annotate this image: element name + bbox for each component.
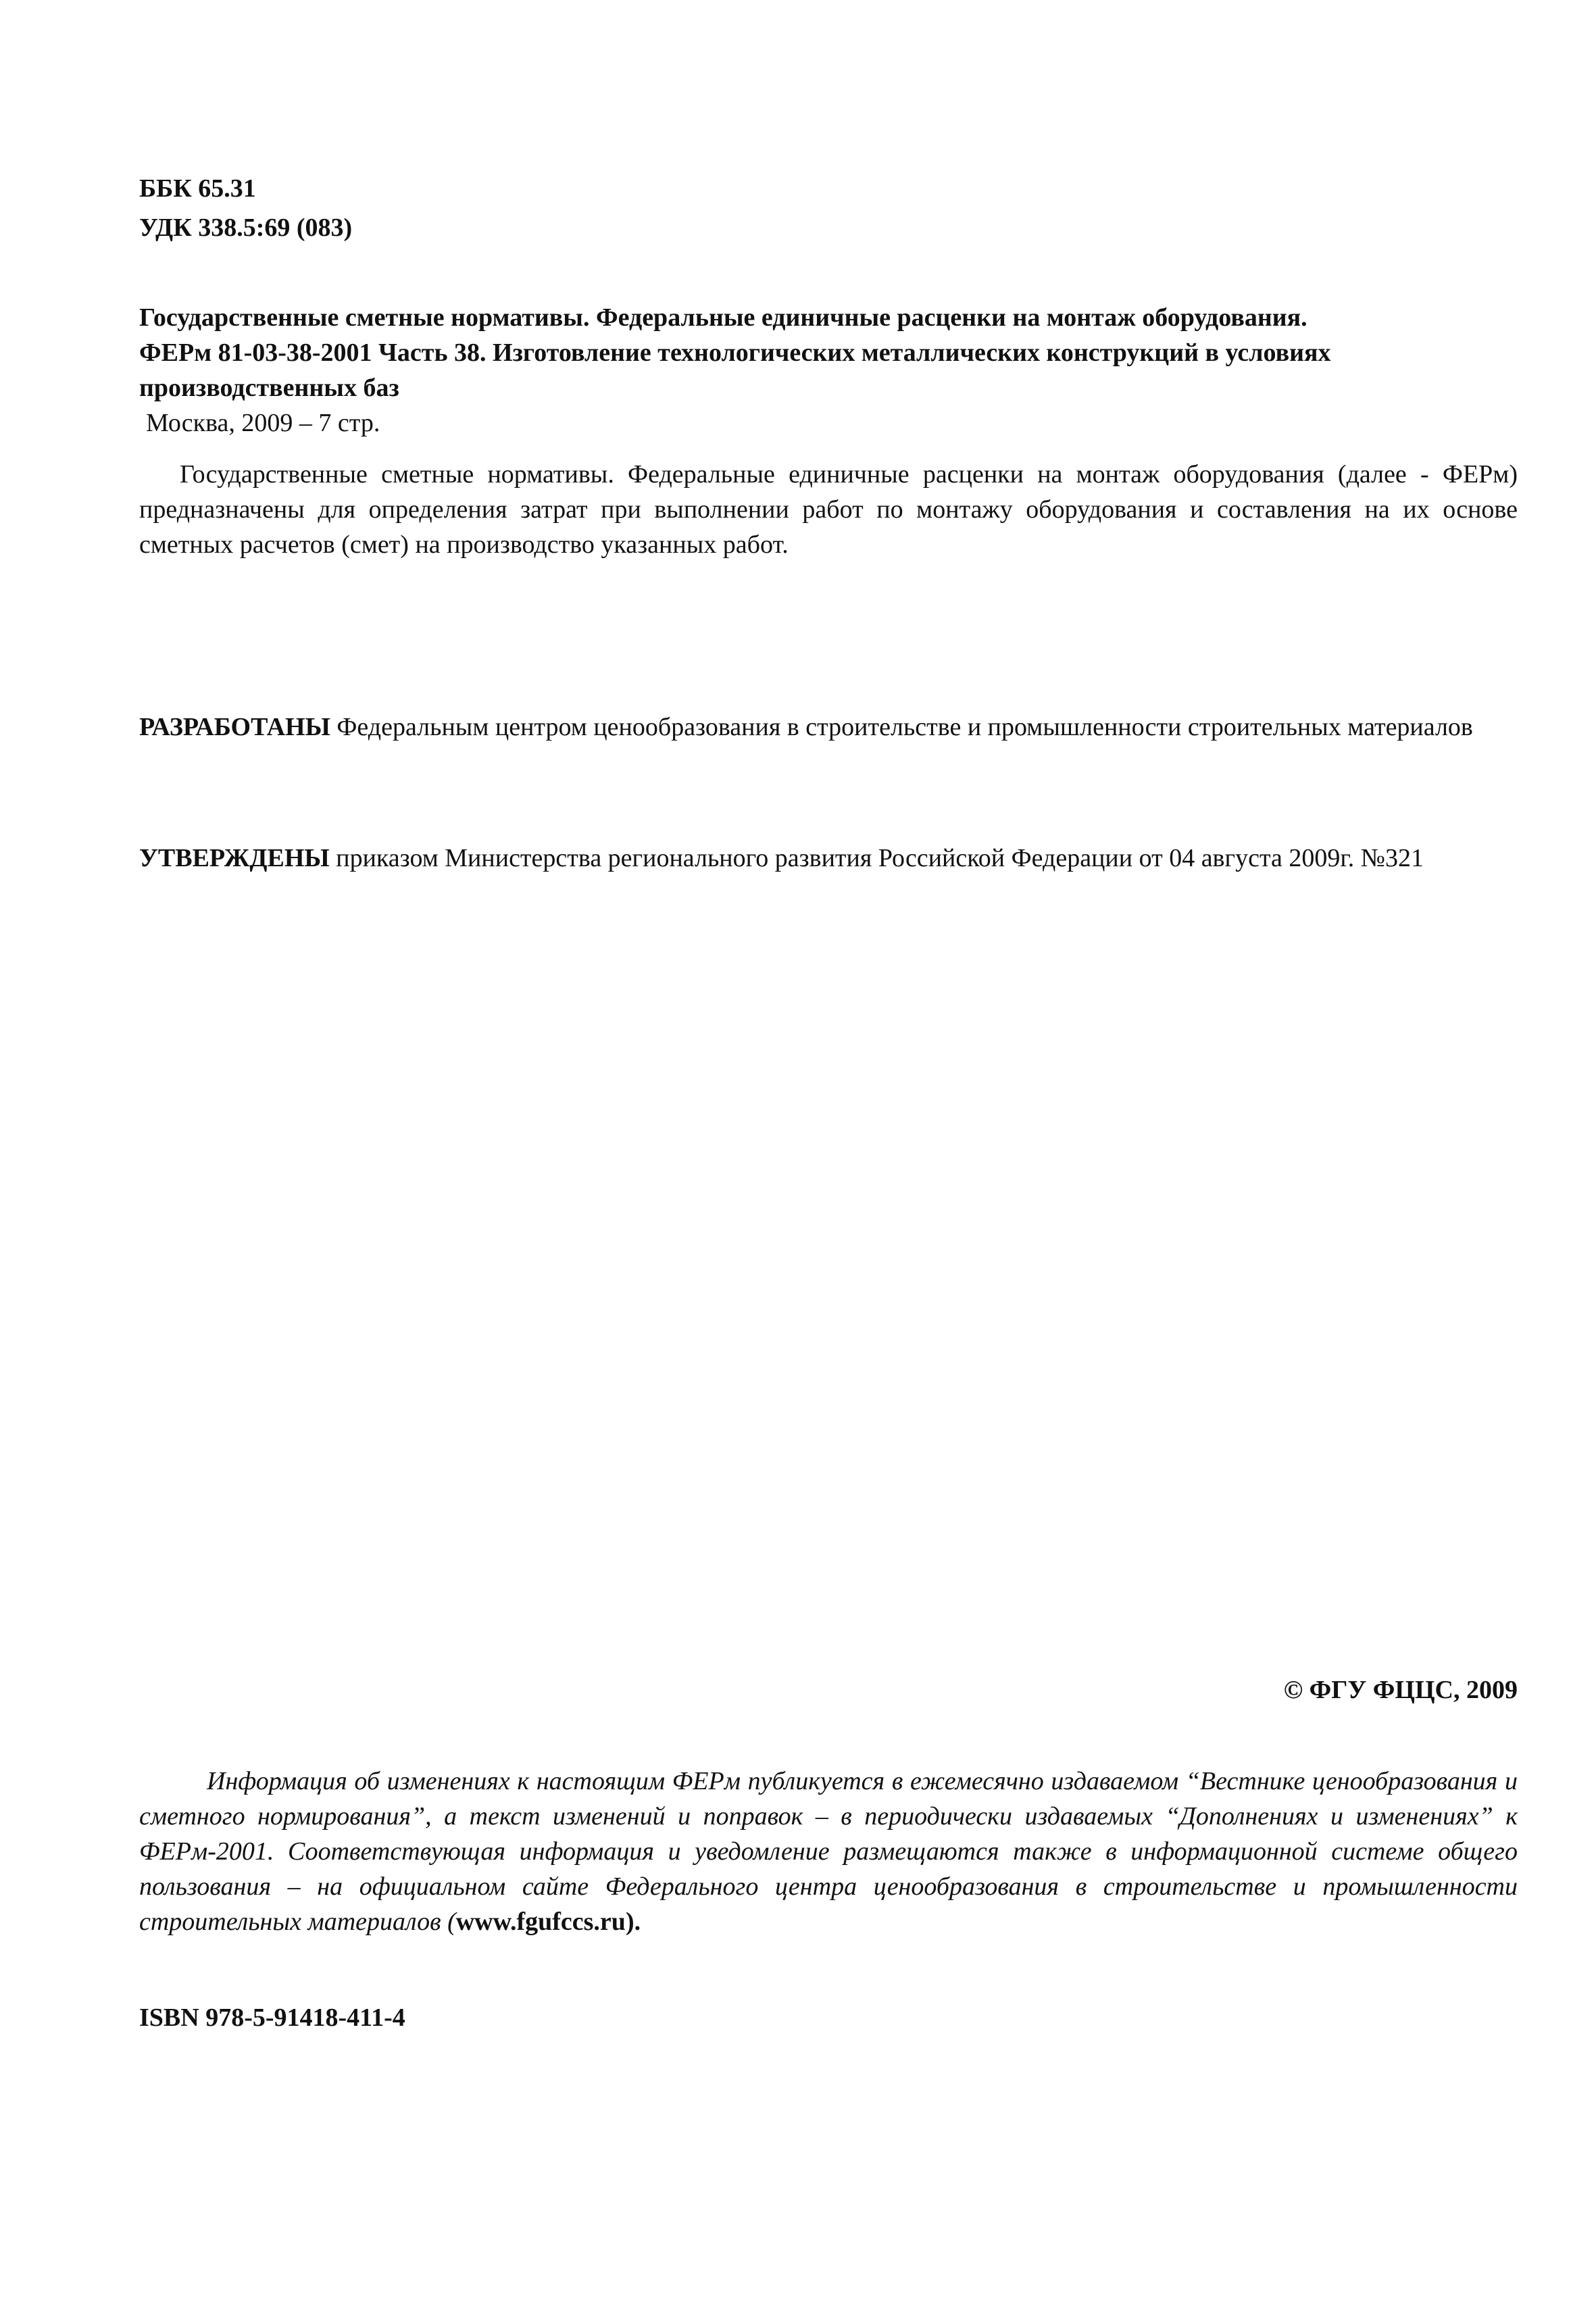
udk-code: УДК 338.5:69 (083) xyxy=(139,214,353,242)
description-paragraph: Государственные сметные нормативы. Федеральные единичные расценки на монтаж оборудования (далее - ФЕРм) предназначены для определения затрат при выполнении работ по монтажу оборудования и составления на их основе сметных расчетов (смет) на производство указанных работ. xyxy=(139,460,1518,559)
approved-label: УТВЕРЖДЕНЫ xyxy=(139,844,330,872)
developed-by xyxy=(139,710,1518,745)
info-tail: ). xyxy=(625,1908,641,1936)
classification-codes xyxy=(139,169,1518,247)
website-link[interactable]: www.fgufccs.ru xyxy=(455,1908,626,1936)
title-line-2: ФЕРм 81-03-38-2001 Часть 38. Изготовление технологических металлических конструкций в условиях производственных баз xyxy=(139,339,1331,402)
bbk-code: ББК 65.31 xyxy=(139,174,256,203)
approved-by xyxy=(139,841,1518,876)
info-text: Информация об изменениях к настоящим ФЕРм публикуется в ежемесячно издаваемом “Вестнике ценообразования и сметного нормирования”, а текст изменений и поправок – в периодически издаваемых “Дополнениях и изменениях” к ФЕРм-2001. Соответствующая информация и уведомление размещаются также в информационной системе общего пользования – на официальном сайте Федерального центра ценообразования в строительстве и промышленности строительных материалов ( xyxy=(139,1767,1518,1936)
copyright-notice: © ФГУ ФЦЦС, 2009 xyxy=(1283,1676,1518,1704)
document-title xyxy=(139,300,1518,441)
approved-text: приказом Министерства регионального развития Российской Федерации от 04 августа 2009г. №321 xyxy=(329,844,1424,872)
developed-label: РАЗРАБОТАНЫ xyxy=(139,713,330,741)
developed-text: Федеральным центром ценообразования в строительстве и промышленности строительных материалов xyxy=(330,713,1473,741)
changes-info-paragraph xyxy=(139,1764,1518,1939)
publication-info: Москва, 2009 – 7 стр. xyxy=(146,409,380,437)
title-line-1: Государственные сметные нормативы. Федеральные единичные расценки на монтаж оборудования. xyxy=(139,303,1307,332)
isbn: ISBN 978-5-91418-411-4 xyxy=(139,2003,405,2032)
